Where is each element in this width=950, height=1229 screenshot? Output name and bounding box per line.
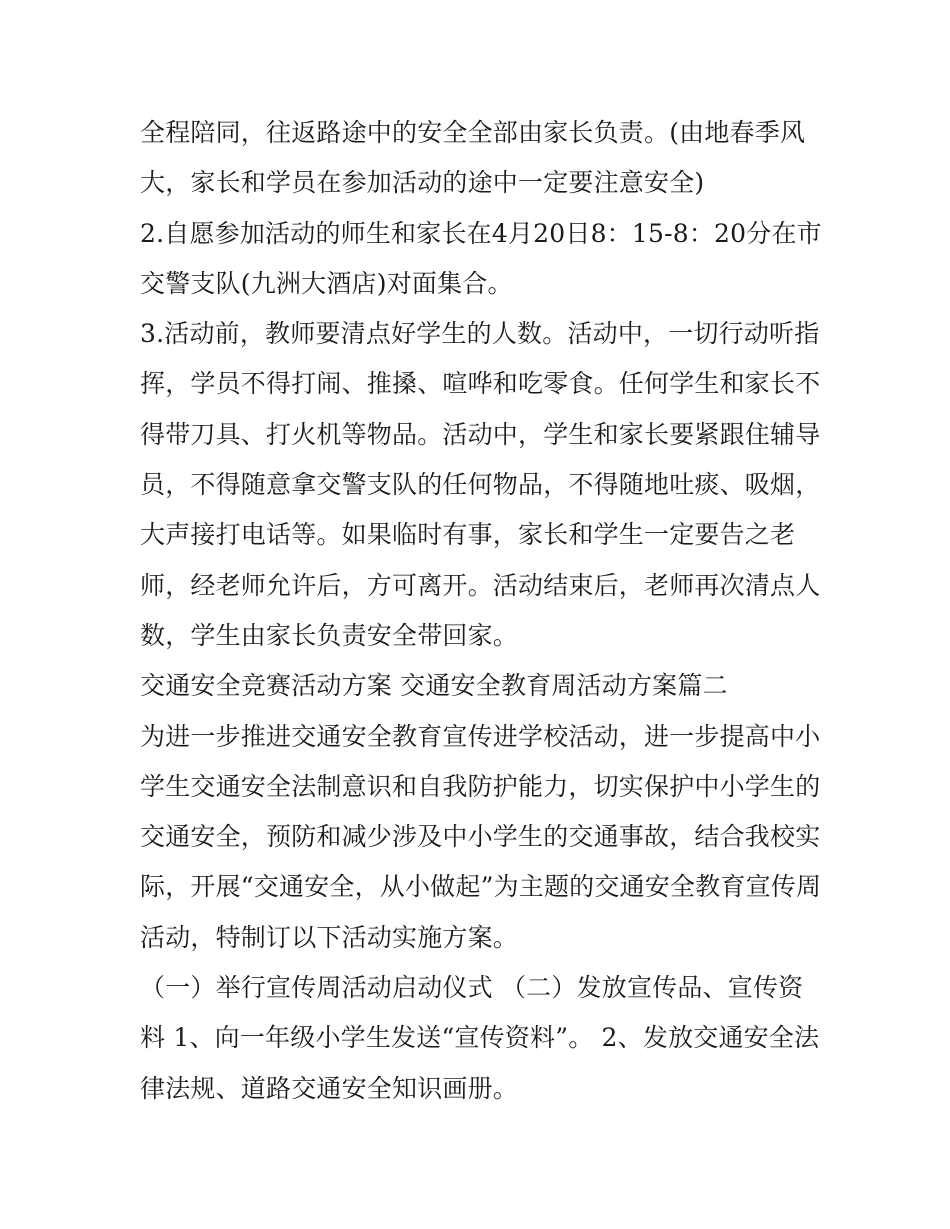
- text-line: 律法规、道路交通安全知识画册。: [140, 1073, 519, 1103]
- text-line: 3.活动前，教师要清点好学生的人数。活动中，一切行动听指: [140, 319, 820, 349]
- text-line: 交通安全，预防和减少涉及中小学生的交通事故，结合我校实: [140, 822, 821, 852]
- text-line: 得带刀具、打火机等物品。活动中，学生和家长要紧跟住辅导: [140, 419, 821, 449]
- text-line: 全程陪同，往返路途中的安全全部由家长负责。(由地春季风: [140, 118, 806, 147]
- text-line: 际，开展“交通安全，从小做起”为主题的交通安全教育宣传周: [140, 872, 822, 902]
- document-page: [140, 108, 830, 1114]
- text-line: 员，不得随意拿交警支队的任何物品，不得随地吐痰、吸烟，: [140, 470, 821, 500]
- text-line: （一）举行宣传周活动启动仪式 （二）发放宣传品、宣传资: [140, 973, 804, 1003]
- section-heading: 交通安全竞赛活动方案 交通安全教育周活动方案篇二: [140, 671, 728, 701]
- text-line: 为进一步推进交通安全教育宣传进学校活动，进一步提高中小: [140, 721, 821, 751]
- text-line: 挥，学员不得打闹、推搡、喧哗和吃零食。任何学生和家长不: [140, 369, 821, 399]
- text-line: 大，家长和学员在参加活动的途中一定要注意安全): [140, 168, 705, 198]
- text-line: 学生交通安全法制意识和自我防护能力，切实保护中小学生的: [140, 771, 821, 801]
- text-line: 大声接打电话等。如果临时有事，家长和学生一定要告之老: [140, 520, 796, 550]
- text-line: 料 1、向一年级小学生发送“宣传资料”。 2、发放交通安全法: [140, 1023, 820, 1053]
- text-line: 2.自愿参加活动的师生和家长在4月20日8：15-8：20分在市: [140, 218, 822, 248]
- text-line: 交警支队(九洲大酒店)对面集合。: [140, 268, 513, 298]
- text-line: 活动，特制订以下活动实施方案。: [140, 922, 519, 952]
- text-line: 数，学生由家长负责安全带回家。: [140, 620, 519, 650]
- text-line: 师，经老师允许后，方可离开。活动结束后，老师再次清点人: [140, 570, 821, 600]
